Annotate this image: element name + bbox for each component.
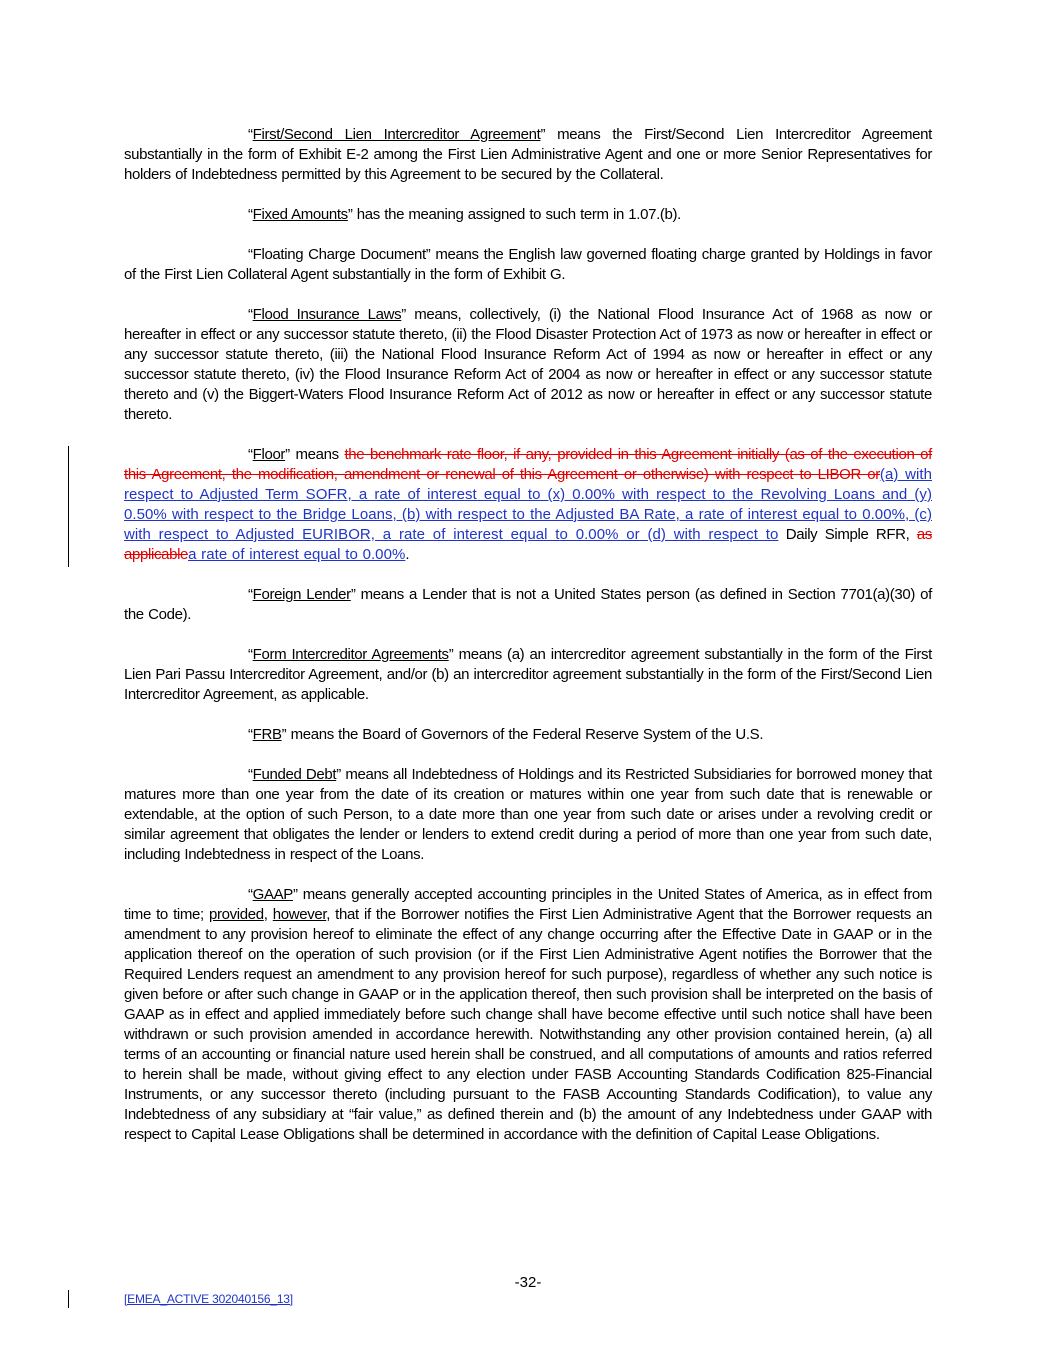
provided-term: provided <box>209 906 264 923</box>
definition-first-second-lien: “First/Second Lien Intercreditor Agreement” means the First/Second Lien Intercreditor Agreement substantially in the form of Exhibit E-2 among the First Lien Administrative Agent and one or more Senior Representatives for holders of Indebtedness permitted by this Agreement to be secured by the Collateral. <box>124 126 932 183</box>
document-id: [EMEA_ACTIVE 302040156_13] <box>124 1292 293 1306</box>
defined-term: First/Second Lien Intercreditor Agreement <box>252 126 541 143</box>
definition-text: means all Indebtedness of Holdings and its Restricted Subsidiaries for borrowed money that matures more than one year from the date of its creation or matures within one year from such date that is renewable or extendable, at the option of such Person, to a date more than one year from such date or arises under a revolving credit or similar agreement that obligates the lender or lenders to extend credit during a period of more than one year from such date, including Indebtedness in respect of the Loans. <box>124 766 932 863</box>
definition-floating-charge <box>124 245 932 285</box>
defined-term: Fixed Amounts <box>252 206 348 223</box>
inserted-text: (a) with respect to Adjusted Term SOFR, a rate of interest equal to (x) 0.00% with respect to the Revolving Loans and (y) 0.50% with respect to the Bridge Loans, (b) with respect to the Adjusted BA Rate, a rate of interest equal to 0.00%, (c) with respect to Adjusted EURIBOR, a rate of interest equal to 0.00% or (d) with respect to <box>124 466 932 543</box>
defined-term: Form Intercreditor Agreements <box>252 646 449 663</box>
deleted-text: the benchmark rate floor, if any, provided in this Agreement initially (as of the execution of this Agreement, the modification, amendment or renewal of this Agreement or otherwise) with respect to LIBOR or <box>124 446 932 483</box>
definition-text: means (a) an intercreditor agreement substantially in the form of the First Lien Pari Passu Intercreditor Agreement, and/or (b) an intercreditor agreement substantially in the form of the First/Second Lien Intercreditor Agreement, as applicable. <box>124 646 932 703</box>
definition-form-intercreditor: “Form Intercreditor Agreements” means (a) an intercreditor agreement substantially in the form of the First Lien Pari Passu Intercreditor Agreement, and/or (b) an intercreditor agreement substantially in the form of the First/Second Lien Intercreditor Agreement, as applicable. <box>124 646 932 703</box>
definition-text: means the First/Second Lien Intercreditor Agreement substantially in the form of Exhibit E-2 among the First Lien Administrative Agent and one or more Senior Representatives for holders of Indebtedness permitted by this Agreement to be secured by the Collateral. <box>124 126 932 183</box>
definition-fixed-amounts: “Fixed Amounts” has the meaning assigned to such term in 1.07.(b). <box>248 206 681 223</box>
deleted-text: as applicable <box>124 526 932 563</box>
definition-gaap: “GAAP” means generally accepted accounting principles in the United States of America, as in effect from time to time; provided, however, that if the Borrower notifies the First Lien Administrative Agent that the Borrower requests an amendment to any provision hereof to eliminate the effect of any change occurring after the Effective Date in GAAP or in the application thereof on the operation of such provision (or if the First Lien Administrative Agent notifies the Borrower that the Required Lenders request an amendment to any provision hereof for such purpose), regardless of whether any such notice is given before or after such change in GAAP or in the application thereof, then such provision shall be interpreted on the basis of GAAP as in effect and applied immediately before such change shall have become effective until such notice shall have been withdrawn or such provision amended in accordance herewith. Notwithstanding any other provision contained herein, (a) all terms of an accounting or financial nature used herein shall be construed, and all computations of amounts and ratios referred to herein shall be made, without giving effect to any election under FASB Accounting Standards Codification 825-Financial Instruments, or any successor thereto (including pursuant to the FASB Accounting Standards Codification), to value any Indebtedness of any subsidiary at “fair value,” as defined therein and (b) the amount of any Indebtedness under GAAP with respect to Capital Lease Obligations shall be determined in accordance with the definition of Capital Lease Obligations. <box>124 886 932 1143</box>
definition-text: means, collectively, (i) the National Flood Insurance Act of 1968 as now or hereafter in effect or any successor statute thereto, (ii) the Flood Disaster Protection Act of 1973 as now or hereafter in effect or any successor statute thereto, (iii) the National Flood Insurance Reform Act of 1994 as now or hereafter in effect or any successor statute thereto, (iv) the Flood Insurance Reform Act of 2004 as now or hereafter in effect or any successor statute thereto and (v) the Biggert-Waters Flood Insurance Reform Act of 2012 as now or hereafter in effect or any successor statute thereto. <box>124 306 932 423</box>
however-term: however <box>272 906 327 923</box>
defined-term: Flood Insurance Laws <box>252 306 402 323</box>
definition-funded-debt: “Funded Debt” means all Indebtedness of Holdings and its Restricted Subsidiaries for borrowed money that matures more than one year from the date of its creation or matures within one year from such date that is renewable or extendable, at the option of such Person, to a date more than one year from such date or arises under a revolving credit or similar agreement that obligates the lender or lenders to extend credit during a period of more than one year from such date, including Indebtedness in respect of the Loans. <box>124 766 932 863</box>
defined-term: Foreign Lender <box>252 586 351 603</box>
change-bar <box>68 446 69 567</box>
inserted-text: a rate of interest equal to 0.00% <box>188 546 406 563</box>
change-bar-footer <box>68 1290 69 1308</box>
definition-frb: “FRB” means the Board of Governors of the Federal Reserve System of the U.S. <box>248 726 764 743</box>
definition-text: has the meaning assigned to such term in 1.07.(b). <box>352 206 681 223</box>
defined-term: Floor <box>252 446 286 463</box>
page-number: -32- <box>514 1274 542 1291</box>
definition-flood-insurance: “Flood Insurance Laws” means, collectively, (i) the National Flood Insurance Act of 1968 as now or hereafter in effect or any successor statute thereto, (ii) the Flood Disaster Protection Act of 1973 as now or hereafter in effect or any successor statute thereto, (iii) the National Flood Insurance Reform Act of 1994 as now or hereafter in effect or any successor statute thereto, (iv) the Flood Insurance Reform Act of 2004 as now or hereafter in effect or any successor statute thereto and (v) the Biggert-Waters Flood Insurance Reform Act of 2012 as now or hereafter in effect or any successor statute thereto. <box>124 306 932 423</box>
defined-term: FRB <box>252 726 282 743</box>
document-page <box>124 125 932 1165</box>
definition-floor: “Floor” means the benchmark rate floor, if any, provided in this Agreement initially (as of the execution of this Agreement, the modification, amendment or renewal of this Agreement or otherwise) with respect to LIBOR or(a) with respect to Adjusted Term SOFR, a rate of interest equal to (x) 0.00% with respect to the Revolving Loans and (y) 0.50% with respect to the Bridge Loans, (b) with respect to the Adjusted BA Rate, a rate of interest equal to 0.00%, (c) with respect to Adjusted EURIBOR, a rate of interest equal to 0.00% or (d) with respect to Daily Simple RFR, as applicablea rate of interest equal to 0.00%. <box>124 446 932 563</box>
definition-foreign-lender: “Foreign Lender” means a Lender that is not a United States person (as defined in Section 7701(a)(30) of the Code). <box>124 586 932 623</box>
defined-term: Funded Debt <box>252 766 337 783</box>
definition-text: “Floating Charge Document” means the English law governed floating charge granted by Holdings in favor of the First Lien Collateral Agent substantially in the form of Exhibit G. <box>124 246 932 283</box>
defined-term: GAAP <box>252 886 293 903</box>
definition-text: means the Board of Governors of the Federal Reserve System of the U.S. <box>286 726 764 743</box>
definition-text: means a Lender that is not a United States person (as defined in Section 7701(a)(30) of the Code). <box>124 586 932 623</box>
